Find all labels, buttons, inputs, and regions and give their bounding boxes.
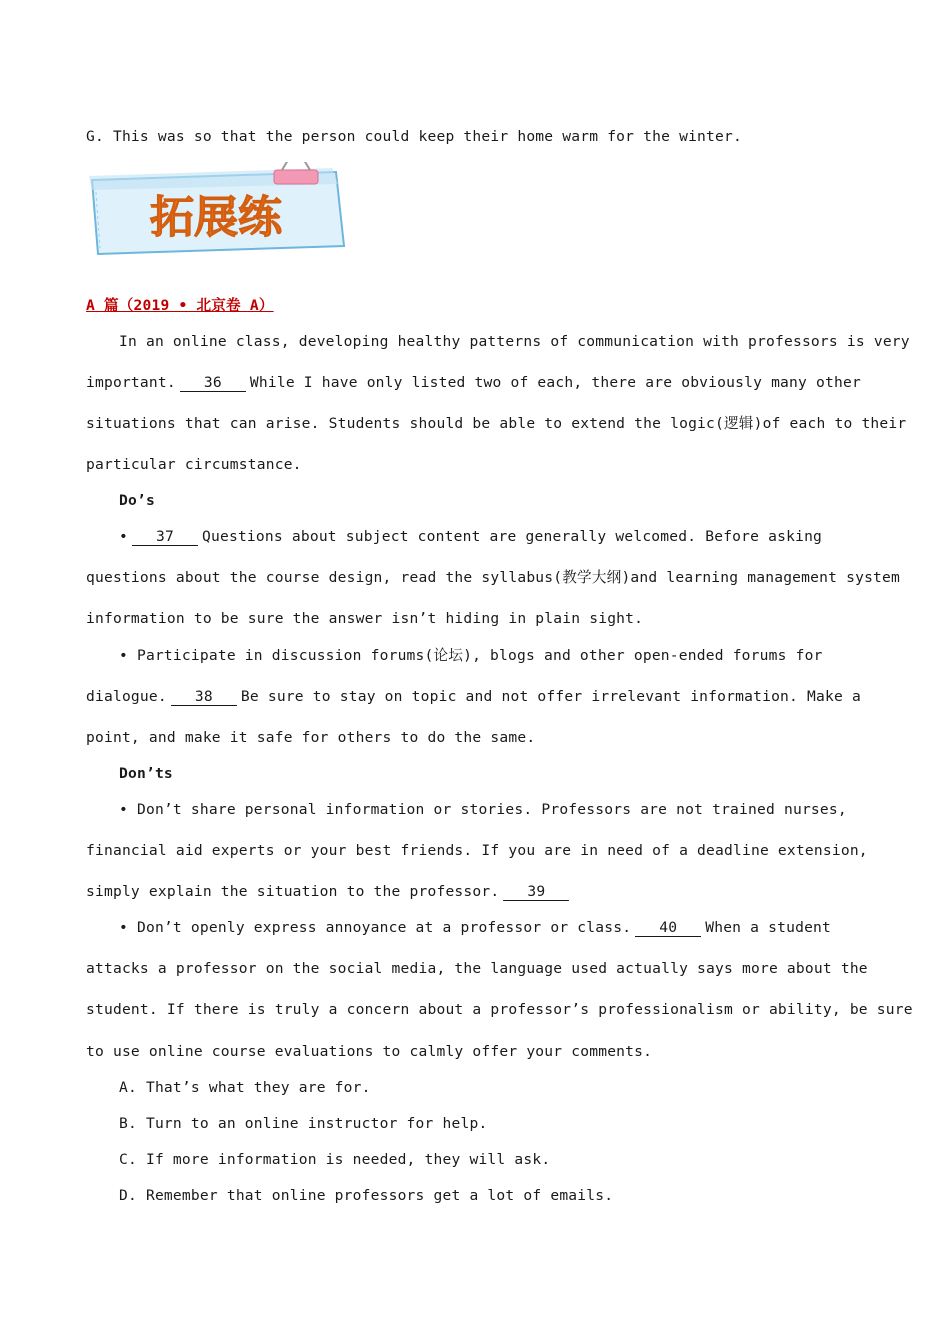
dos-1-line-2: questions about the course design, read the syllabus(教学大纲)and learning management system (86, 569, 901, 586)
option-d: D. Remember that online professors get a lot of emails. (119, 1187, 614, 1204)
option-g: G. This was so that the person could keep their home warm for the winter. (86, 128, 742, 145)
donts-2-line-1: • Don’t openly express annoyance at a professor or class. 40 When a student (119, 919, 832, 936)
donts-2-line-4: to use online course evaluations to calmly offer your comments. (86, 1043, 653, 1060)
intro-line-4: particular circumstance. (86, 456, 302, 473)
donts-heading: Don’ts (119, 765, 173, 782)
banner-title: 拓展练 (150, 192, 282, 243)
intro-line-3: situations that can arise. Students should be able to extend the logic(逻辑)of each to their (86, 415, 907, 432)
donts-2-line-3: student. If there is truly a concern about a professor’s professionalism or ability, be sure (86, 1001, 913, 1018)
dos-2-line-2: dialogue. 38 Be sure to stay on topic and not offer irrelevant information. Make a (86, 688, 861, 705)
binder-clip-icon (274, 162, 318, 184)
donts-1-line-1: • Don’t share personal information or stories. Professors are not trained nurses, (119, 801, 847, 818)
blank-39[interactable]: 39 (503, 883, 569, 901)
donts-1-line-3: simply explain the situation to the professor. 39 (86, 882, 573, 902)
blank-38[interactable]: 38 (171, 688, 237, 706)
blank-36[interactable]: 36 (180, 374, 246, 392)
section-banner (86, 162, 348, 258)
intro-line-2: important. 36 While I have only listed two of each, there are obviously many other (86, 374, 861, 391)
option-b: B. Turn to an online instructor for help. (119, 1115, 488, 1132)
dos-1-line-3: information to be sure the answer isn’t hiding in plain sight. (86, 610, 644, 627)
blank-37[interactable]: 37 (132, 528, 198, 546)
passage-source: A 篇（2019 • 北京卷 A） (86, 297, 274, 314)
option-a: A. That’s what they are for. (119, 1079, 371, 1096)
dos-2-line-3: point, and make it safe for others to do the same. (86, 729, 536, 746)
blank-40[interactable]: 40 (635, 919, 701, 937)
option-c: C. If more information is needed, they will ask. (119, 1151, 551, 1168)
donts-2-line-2: attacks a professor on the social media, the language used actually says more about the (86, 960, 868, 977)
dos-1-line-1: • 37 Questions about subject content are generally welcomed. Before asking (119, 528, 823, 545)
donts-1-line-2: financial aid experts or your best friends. If you are in need of a deadline extension, (86, 842, 868, 859)
dos-heading: Do’s (119, 492, 155, 509)
dos-2-line-1: • Participate in discussion forums(论坛), blogs and other open-ended forums for (119, 647, 823, 664)
intro-line-1: In an online class, developing healthy patterns of communication with professors is very (119, 333, 910, 350)
